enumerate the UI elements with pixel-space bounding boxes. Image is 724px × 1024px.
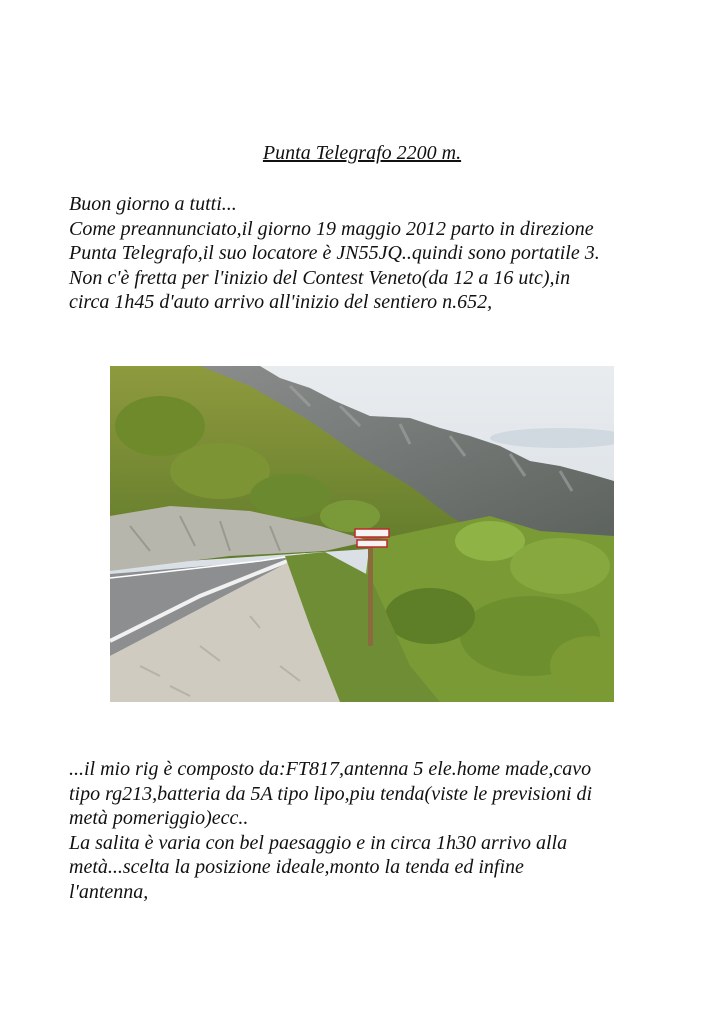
- intro-line: Buon giorno a tutti...: [69, 193, 237, 215]
- intro-line: Non c'è fretta per l'inizio del Contest Veneto(da 12 a 16 utc),in: [69, 266, 571, 289]
- mountain-road-photo: [110, 366, 614, 702]
- body-line: l'antenna,: [69, 880, 149, 903]
- body-line: metà pomeriggio)ecc..: [69, 807, 249, 829]
- body-line: tipo rg213,batteria da 5A tipo lipo,piu tenda(viste le previsioni di: [69, 782, 593, 805]
- page-title: Punta Telegrafo 2200 m.: [262, 142, 462, 164]
- intro-line: Punta Telegrafo,il suo locatore è JN55JQ..quindi sono portatile 3.: [69, 242, 600, 264]
- body-line: metà...scelta la posizione ideale,monto la tenda ed infine: [69, 856, 524, 878]
- body-line: La salita è varia con bel paesaggio e in circa 1h30 arrivo alla: [69, 831, 568, 854]
- intro-line: circa 1h45 d'auto arrivo all'inizio del sentiero n.652,: [69, 291, 493, 313]
- body-line: ...il mio rig è composto da:FT817,antenna 5 ele.home made,cavo: [69, 758, 592, 780]
- intro-line: Come preannunciato,il giorno 19 maggio 2012 parto in direzione: [69, 217, 594, 240]
- body-paragraph: [69, 757, 669, 904]
- intro-paragraph: [69, 192, 669, 315]
